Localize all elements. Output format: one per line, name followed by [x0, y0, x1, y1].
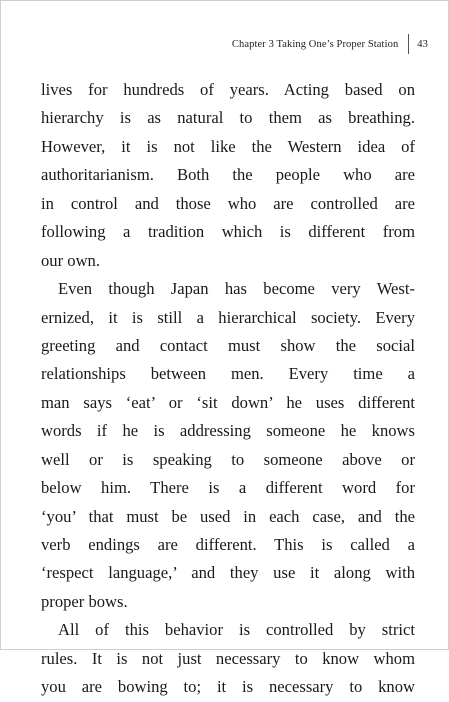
text-line: in control and those who are controlled are	[41, 193, 415, 213]
text-line: man says ‘eat’ or ‘sit down’ he uses different	[41, 392, 415, 412]
text-line: Even though Japan has become very West-	[58, 279, 415, 299]
text-line: proper bows.	[41, 591, 128, 611]
text-line: greeting and contact must show the social	[41, 335, 415, 355]
text-line: lives for hundreds of years. Acting based on	[41, 80, 415, 99]
text-line: below him. There is a different word for	[41, 478, 415, 498]
text-line: you are bowing to; it is necessary to know	[41, 677, 415, 697]
text-line: All of this behavior is controlled by strict	[58, 620, 415, 640]
text-line: following a tradition which is different from	[41, 222, 415, 242]
running-title: Chapter 3 Taking One’s Proper Station	[231, 38, 399, 50]
text-line: our own.	[41, 250, 100, 270]
text-line: rules. It is not just necessary to know whom	[41, 648, 415, 668]
text-line: words if he is addressing someone he knows	[41, 421, 415, 441]
text-line: authoritarianism. Both the people who are	[41, 165, 415, 185]
text-line: relationships between men. Every time a	[41, 364, 415, 384]
body-text	[41, 76, 415, 702]
running-head	[232, 34, 428, 54]
text-line: However, it is not like the Western idea of	[41, 136, 415, 156]
text-line: hierarchy is as natural to them as breathing.	[41, 108, 415, 128]
paragraph	[41, 616, 415, 701]
text-line: verb endings are different. This is called a	[41, 535, 415, 554]
header-divider	[408, 34, 409, 54]
page-number: 43	[417, 38, 428, 50]
text-line: ‘respect language,’ and they use it along with	[41, 563, 415, 583]
text-line: ernized, it is still a hierarchical society. Every	[41, 307, 415, 327]
text-line: well or is speaking to someone above or	[41, 449, 415, 469]
paragraph	[41, 275, 415, 616]
text-line: ‘you’ that must be used in each case, and the	[41, 506, 415, 526]
paragraph	[41, 76, 415, 275]
